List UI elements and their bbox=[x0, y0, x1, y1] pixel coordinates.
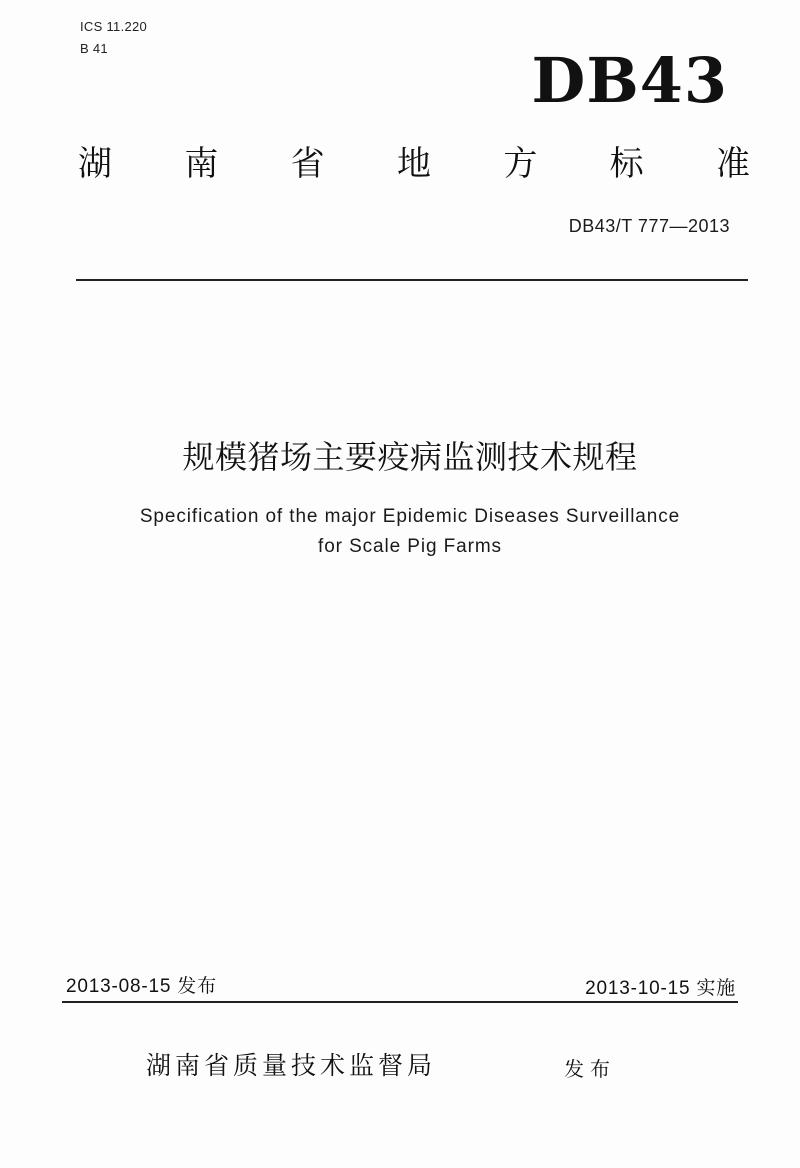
standard-type-char: 准 bbox=[715, 144, 750, 184]
document-title-english-line2: for Scale Pig Farms bbox=[318, 536, 502, 557]
document-title-chinese: 规模猪场主要疫病监测技术规程 bbox=[182, 438, 638, 476]
issuing-action: 发布 bbox=[564, 1057, 616, 1081]
standard-number: DB43/T 777—2013 bbox=[568, 216, 730, 236]
standard-type-heading bbox=[78, 136, 750, 185]
standard-code-logo: DB43 bbox=[531, 44, 728, 117]
standard-type-char: 方 bbox=[503, 144, 538, 184]
implementation-date: 2013-10-15 实施 bbox=[585, 978, 736, 999]
classification-code: B 41 bbox=[80, 41, 108, 56]
standard-type-char: 地 bbox=[396, 144, 431, 184]
standard-type-char: 南 bbox=[184, 144, 219, 184]
document-title-english-line1: Specification of the major Epidemic Diseases Surveillance bbox=[139, 506, 681, 527]
standard-type-char: 标 bbox=[609, 144, 644, 184]
issuing-authority: 湖南省质量技术监督局 bbox=[146, 1051, 437, 1080]
standard-type-char: 湖 bbox=[78, 144, 112, 184]
bottom-divider bbox=[62, 1001, 738, 1003]
top-divider bbox=[76, 279, 748, 281]
standard-type-char: 省 bbox=[290, 144, 325, 184]
ics-number: ICS 11.220 bbox=[80, 19, 148, 34]
issue-date: 2013-08-15 发布 bbox=[66, 976, 217, 997]
